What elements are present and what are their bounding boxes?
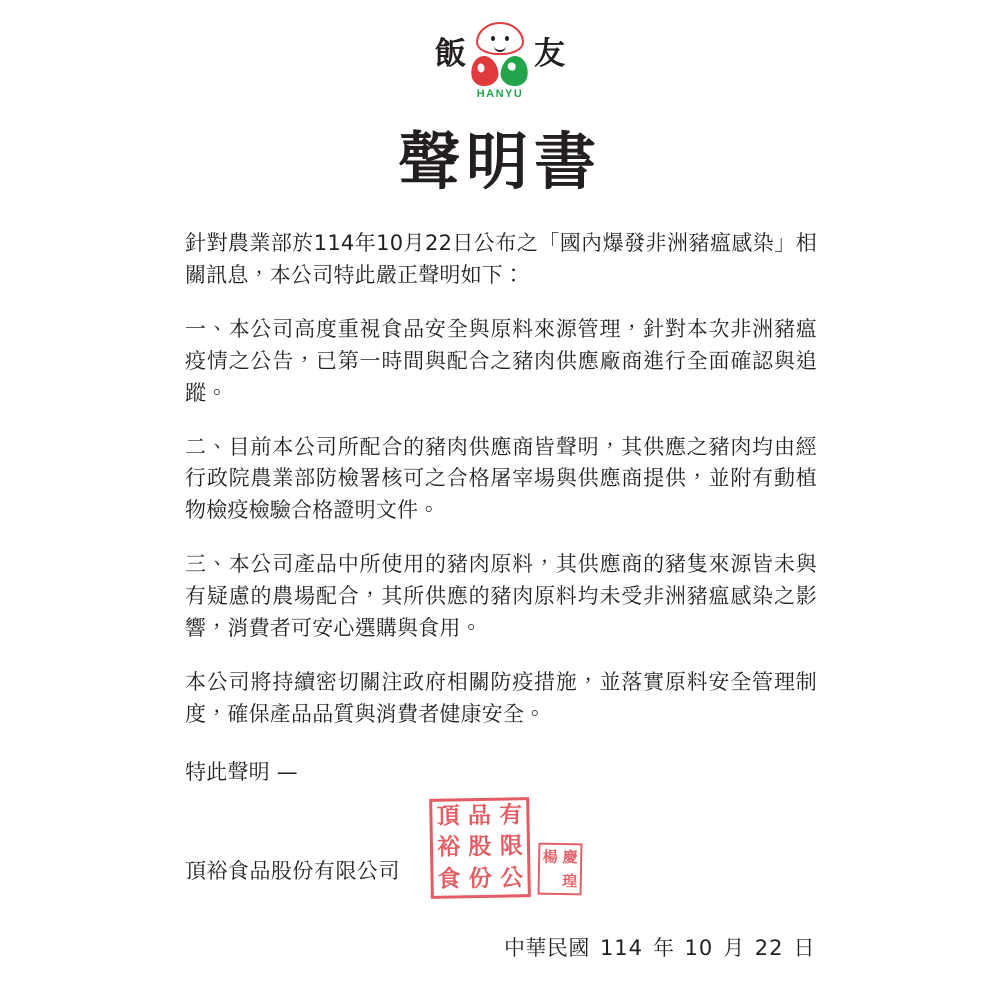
paragraph-closing: 本公司將持續密切關注政府相關防疫措施，並落實原料安全管理制度，確保產品品質與消費者健康安全。 (185, 669, 817, 726)
seal-char: 限 (499, 833, 524, 861)
seal-char: 品 (467, 802, 492, 830)
seal-char: 股 (468, 834, 492, 861)
seal-char: 頂 (436, 803, 460, 830)
seal-char: 瑝 (562, 871, 578, 890)
logo-char-right: 友 (534, 36, 565, 72)
droplet-highlight-icon (507, 62, 516, 71)
paragraph-item-3: 三、本公司產品中所使用的豬肉原料，其供應商的豬隻來源皆未與有疑慮的農場配合，其所供應的豬肉原料均未受非洲豬瘟感染之影響，消費者可安心選購與食用。 (185, 552, 817, 641)
seal-char: 公 (500, 865, 524, 892)
company-logo (0, 22, 1000, 122)
date-year-label: 年 (653, 936, 675, 960)
document-date (504, 932, 815, 962)
paragraph-intro: 針對農業部於114年10月22日公布之「國內爆發非洲豬瘟感染」相關訊息，本公司特此嚴正聲明如下： (185, 231, 817, 287)
seal-char: 裕 (436, 834, 461, 862)
seal-char: 有 (499, 802, 523, 829)
face-eye-left-icon (491, 36, 495, 41)
green-droplet-icon (499, 54, 530, 87)
red-droplet-icon (469, 54, 500, 87)
seal-char: 份 (468, 865, 493, 893)
seal-char (540, 869, 560, 893)
seal-char: 楊 (542, 847, 558, 866)
date-day-label: 日 (793, 936, 815, 960)
paragraph-item-1: 一、本公司高度重視食品安全與原料來源管理，針對本次非洲豬瘟疫情之公告，已第一時間與配合之豬肉供應廠商進行全面確認與追蹤。 (185, 316, 817, 405)
face-eye-right-icon (505, 36, 509, 41)
paragraph-item-2: 二、目前本公司所配合的豬肉供應商皆聲明，其供應之豬肉均由經行政院農業部防檢署核可之合格屠宰場與供應商提供，並附有動植物檢疫檢驗合格證明文件。 (185, 434, 817, 523)
date-era-label: 中華民國 (503, 936, 590, 960)
company-seal-stamp (429, 797, 531, 899)
date-day-value: 22 (754, 936, 784, 960)
date-month-label: 月 (723, 936, 745, 960)
logo-char-left: 飯 (435, 36, 466, 72)
logo-wordmark: HANYU (476, 88, 524, 100)
representative-seal-stamp (538, 843, 583, 896)
seal-char: 慶 (562, 847, 578, 866)
droplet-highlight-icon (477, 63, 485, 73)
company-signature: 頂裕食品股份有限公司 (185, 859, 400, 883)
page-title: 聲明書 (397, 125, 602, 198)
date-year-value: 114 (599, 936, 644, 960)
date-month-value: 10 (684, 936, 714, 960)
smiling-face-icon (476, 22, 524, 55)
document-body (185, 228, 817, 813)
face-mouth-icon (494, 44, 506, 52)
paragraph-declaration: 特此聲明 — (185, 759, 298, 784)
logo-graphic (435, 22, 565, 118)
seal-char: 食 (437, 866, 461, 893)
